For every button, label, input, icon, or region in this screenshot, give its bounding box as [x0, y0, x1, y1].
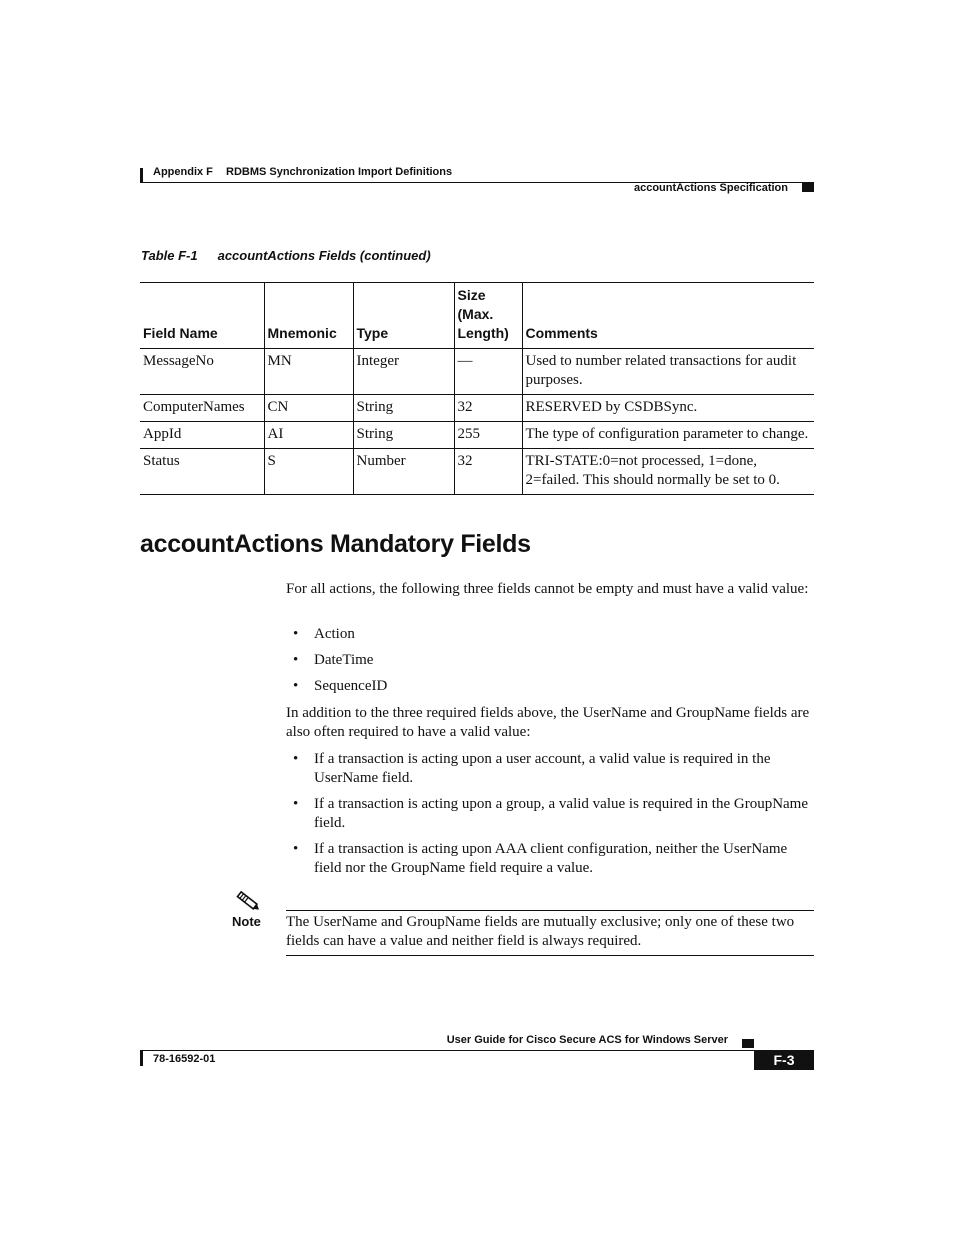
cell-size: 255: [454, 422, 522, 449]
cell-mnemonic: AI: [264, 422, 353, 449]
footer-left-bar: [140, 1051, 143, 1066]
cell-field-name: AppId: [143, 426, 182, 442]
additional-paragraph: In addition to the three required fields above, the UserName and GroupName fields are also often required to have a valid value:: [286, 705, 810, 740]
footer-rule: [140, 1050, 814, 1051]
cell-field-name: Status: [143, 453, 180, 469]
note-bottom-rule: [286, 955, 814, 956]
fields-table: [140, 282, 814, 495]
cell-type: Number: [353, 449, 454, 495]
list-item: • SequenceID: [286, 677, 814, 696]
table-row: [140, 422, 814, 449]
list-item: • If a transaction is acting upon AAA client configuration, neither the UserName field nor the GroupName field require a value.: [286, 840, 814, 878]
table-caption-title: accountActions Fields (continued): [217, 248, 431, 263]
column-header-field-name: Field Name: [143, 325, 218, 341]
table-row: [140, 449, 814, 495]
header-section-title: accountActions Specification: [633, 182, 788, 194]
table-row: [140, 395, 814, 422]
column-header-size-label: Size (Max. Length): [457, 287, 509, 341]
cell-size: 32: [454, 395, 522, 422]
required-fields-list: [286, 625, 814, 696]
cell-comments: TRI-STATE:0=not processed, 1=done, 2=failed. This should normally be set to 0.: [522, 449, 814, 495]
list-item: • DateTime: [286, 651, 814, 670]
cell-comments: The type of configuration parameter to change.: [522, 422, 814, 449]
list-item: • If a transaction is acting upon a group, a valid value is required in the GroupName field.: [286, 795, 814, 833]
conditions-list: [286, 750, 814, 878]
header-left-bar: [140, 168, 143, 182]
table-header-row: [140, 283, 814, 349]
cell-field-name: ComputerNames: [143, 399, 245, 415]
note-text: The UserName and GroupName fields are mutually exclusive; only one of these two fields can have a value and neither field is always required.: [286, 914, 795, 949]
cell-field-name: MessageNo: [143, 353, 214, 369]
cell-size: 32: [454, 449, 522, 495]
header-chapter: Appendix F: [153, 166, 213, 178]
column-header-type: Type: [353, 283, 454, 349]
header-chapter-title: RDBMS Synchronization Import Definitions: [226, 166, 453, 178]
table-caption: [141, 248, 431, 263]
cell-mnemonic: MN: [264, 349, 353, 395]
note-label: Note: [232, 914, 261, 929]
cell-type: String: [353, 395, 454, 422]
note-top-rule: [286, 910, 814, 911]
table-row: [140, 349, 814, 395]
column-header-comments: Comments: [522, 283, 814, 349]
cell-mnemonic: CN: [264, 395, 353, 422]
intro-paragraph: For all actions, the following three fields cannot be empty and must have a valid value:: [286, 581, 809, 597]
cell-type: String: [353, 422, 454, 449]
table-caption-number: Table F-1: [141, 248, 198, 263]
footer-marker-block: [742, 1039, 754, 1048]
footer-guide-title: User Guide for Cisco Secure ACS for Windows Server: [446, 1034, 728, 1046]
page-number: F-3: [754, 1050, 814, 1070]
column-header-mnemonic: Mnemonic: [264, 283, 353, 349]
cell-comments: RESERVED by CSDBSync.: [522, 395, 814, 422]
header-marker-block: [802, 183, 814, 192]
cell-comments: Used to number related transactions for audit purposes.: [522, 349, 814, 395]
section-heading: accountActions Mandatory Fields: [140, 530, 531, 558]
list-item: • Action: [286, 625, 814, 644]
list-item: • If a transaction is acting upon a user account, a valid value is required in the UserName field.: [286, 750, 814, 788]
column-header-size: [454, 283, 522, 349]
pencil-note-icon: [234, 888, 262, 914]
cell-size: —: [454, 349, 522, 395]
footer-doc-number: 78-16592-01: [153, 1053, 216, 1065]
cell-type: Integer: [353, 349, 454, 395]
cell-mnemonic: S: [264, 449, 353, 495]
